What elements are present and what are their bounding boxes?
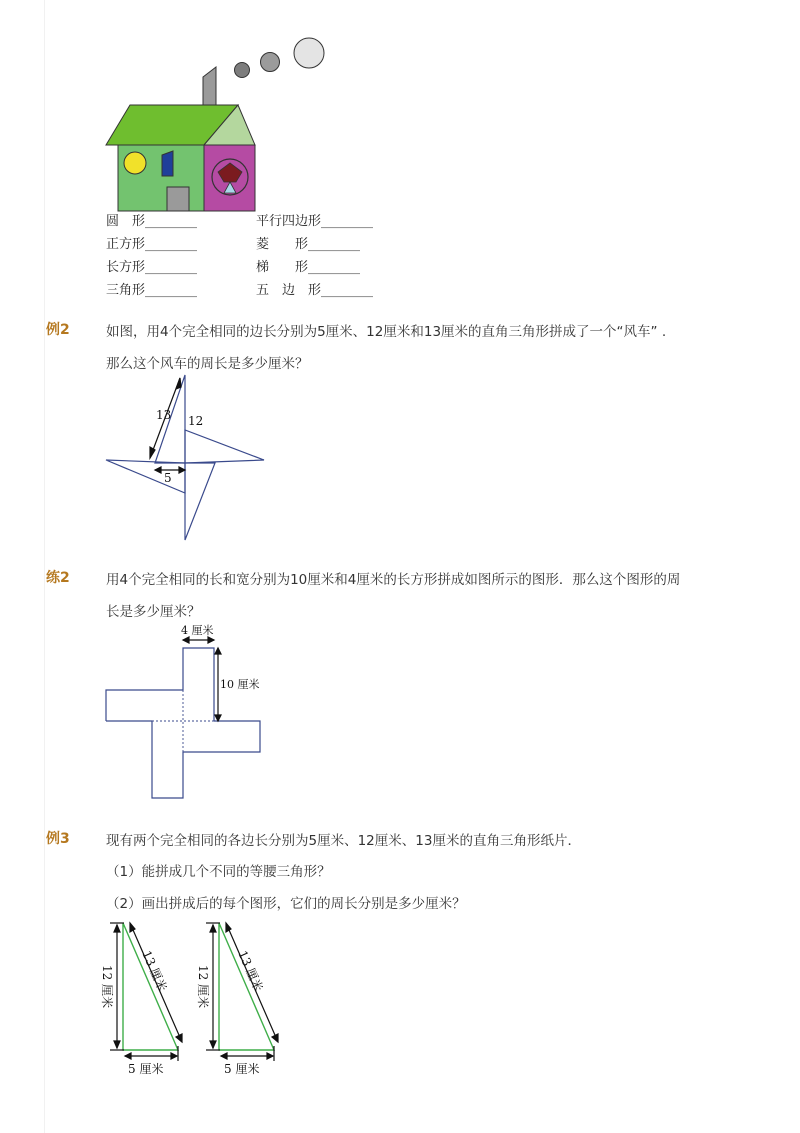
- width-arrowhead-left: [183, 637, 189, 643]
- label-width: 4 厘米: [181, 624, 214, 637]
- smoke-puff-small: [235, 63, 250, 78]
- practice2-question-line2: 长是多少厘米？: [106, 604, 201, 620]
- label-base: 5: [164, 471, 172, 485]
- example2-question-line2: 那么这个风车的周长是多少厘米？: [106, 356, 309, 372]
- example3-question-line3: （2）画出拼成后的每个图形，它们的周长分别是多少厘米？: [106, 896, 466, 912]
- trapezoid-window: [162, 151, 173, 176]
- label-blank: ________: [145, 237, 198, 252]
- smoke-puff-large: [294, 38, 324, 68]
- label-leg-12: 12 厘米: [100, 965, 114, 1009]
- base-arrowhead-right: [171, 1053, 177, 1059]
- label-row-square: [106, 233, 197, 252]
- label-leg: 12: [188, 414, 204, 428]
- label-row-parallelogram: [256, 210, 373, 229]
- label-name: 菱 形: [256, 237, 309, 252]
- label-row-pentagon: [256, 279, 373, 298]
- label-name: 平行四边形: [256, 214, 322, 229]
- label-name: 正方形: [106, 237, 146, 252]
- label-leg-12: 12 厘米: [196, 965, 210, 1009]
- label-base-5: 5 厘米: [224, 1062, 260, 1076]
- label-name: 三角形: [106, 283, 146, 298]
- hyp-arrowhead-bottom: [176, 1034, 182, 1042]
- practice2-tag: 练2: [46, 570, 70, 586]
- leg-arrowhead-top: [210, 925, 216, 932]
- label-blank: ________: [145, 214, 198, 229]
- label-hyp-13: 13 厘米: [235, 948, 266, 994]
- label-blank: ________: [321, 214, 374, 229]
- label-name: 五 边 形: [256, 283, 322, 298]
- cross-outline-right: [106, 721, 260, 798]
- height-arrowhead-top: [215, 648, 221, 654]
- pinwheel-figure: [100, 370, 270, 545]
- cross-figure: [100, 620, 300, 805]
- hyp-arrowhead-top: [226, 923, 231, 932]
- label-blank: ________: [308, 237, 361, 252]
- door: [167, 187, 189, 211]
- label-height: 10 厘米: [220, 678, 260, 691]
- example2-question-line1: 如图，用4个完全相同的边长分别为5厘米、12厘米和13厘米的直角三角形拼成了一个“风车” .: [106, 324, 667, 340]
- label-hypotenuse: 13: [156, 408, 172, 422]
- base-arrowhead-left: [125, 1053, 131, 1059]
- smoke-puff-medium: [261, 53, 280, 72]
- label-blank: ________: [308, 260, 361, 275]
- right-triangle-figure-1: [100, 915, 200, 1080]
- label-row-rectangle: [106, 256, 197, 275]
- example3-question-line2: （1）能拼成几个不同的等腰三角形？: [106, 864, 331, 880]
- label-blank: ________: [145, 260, 198, 275]
- leg-arrowhead-top: [114, 925, 120, 932]
- height-arrowhead-bottom: [215, 715, 221, 721]
- label-row-rhombus: [256, 233, 360, 252]
- right-triangle-figure-2: [196, 915, 296, 1080]
- pinwheel-triangle-bottom: [185, 463, 215, 540]
- label-blank: ________: [145, 283, 198, 298]
- pinwheel-triangle-left: [106, 460, 185, 493]
- base-arrowhead-right: [179, 467, 185, 473]
- label-base-5: 5 厘米: [128, 1062, 164, 1076]
- leg-arrowhead-bottom: [210, 1041, 216, 1048]
- practice2-question-line1: 用4个完全相同的长和宽分别为10厘米和4厘米的长方形拼成如图所示的图形．那么这个图形的周: [106, 572, 681, 588]
- example3-tag: 例3: [46, 831, 70, 847]
- left-margin-rule: [44, 0, 45, 1133]
- base-arrowhead-right: [267, 1053, 273, 1059]
- hyp-arrowhead-top: [176, 378, 181, 389]
- house-illustration: [100, 35, 330, 215]
- chimney: [203, 67, 216, 107]
- label-row-trapezoid: [256, 256, 360, 275]
- base-arrowhead-left: [155, 467, 161, 473]
- leg-arrowhead-bottom: [114, 1041, 120, 1048]
- cross-outline-top: [106, 648, 214, 721]
- hyp-arrowhead-bottom: [272, 1034, 278, 1042]
- width-arrowhead-right: [208, 637, 214, 643]
- example3-question-line1: 现有两个完全相同的各边长分别为5厘米、12厘米、13厘米的直角三角形纸片．: [106, 833, 581, 849]
- label-name: 梯 形: [256, 260, 309, 275]
- label-hyp-13: 13 厘米: [139, 948, 170, 994]
- label-blank: ________: [321, 283, 374, 298]
- pinwheel-triangle-right: [185, 430, 264, 463]
- label-row-triangle: [106, 279, 197, 298]
- hyp-arrowhead-bottom: [150, 447, 155, 458]
- circle-window: [124, 152, 146, 174]
- base-arrowhead-left: [221, 1053, 227, 1059]
- label-row-circle: [106, 210, 197, 229]
- label-name: 长方形: [106, 260, 146, 275]
- example2-tag: 例2: [46, 322, 70, 338]
- hyp-arrowhead-top: [130, 923, 135, 932]
- label-name: 圆 形: [106, 214, 146, 229]
